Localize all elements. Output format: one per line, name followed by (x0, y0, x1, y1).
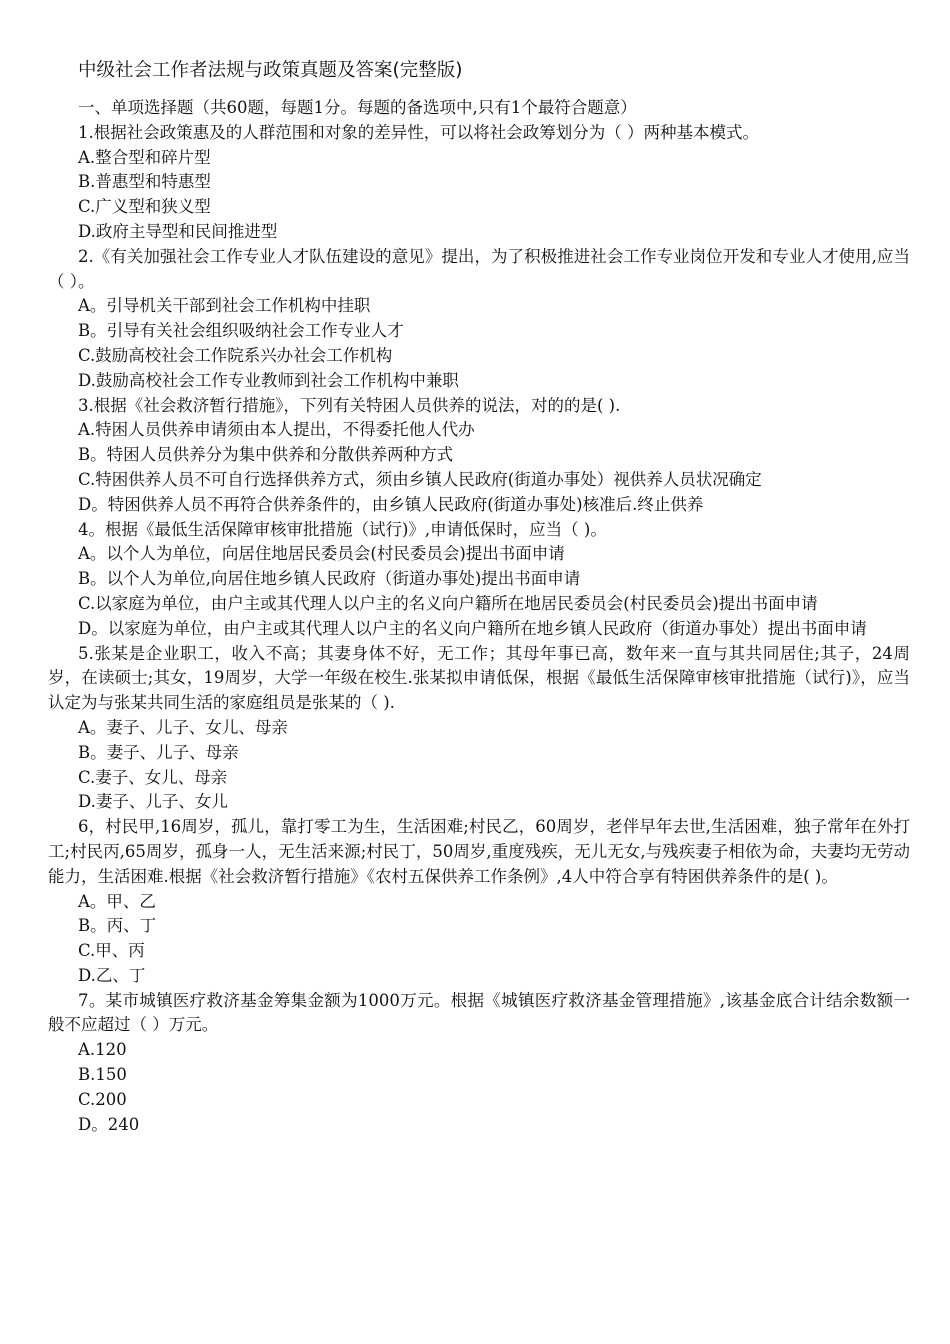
option-d: D。特困供养人员不再符合供养条件的，由乡镇人民政府(街道办事处)核准后.终止供养 (78, 494, 704, 514)
question-7 (48, 989, 910, 1138)
option-a: A.120 (78, 1040, 127, 1060)
document-title: 中级社会工作者法规与政策真题及答案(完整版) (78, 60, 463, 81)
question-stem: 4。根据《最低生活保障审核审批措施（试行)》,申请低保时，应当（ )。 (78, 519, 607, 539)
option-b: B.150 (78, 1065, 127, 1085)
option-a: A。以个人为单位，向居住地居民委员会(村民委员会)提出书面申请 (78, 544, 565, 564)
option-c: C.特困供养人员不可自行选择供养方式，须由乡镇人民政府(街道办事处）视供养人员状况确定 (78, 469, 762, 489)
question-stem: 7。某市城镇医疗救济基金筹集金额为1000万元。根据《城镇医疗救济基金管理措施》,该基金底合计结余数额一般不应超过（ ）万元。 (48, 990, 910, 1035)
option-b: B。丙、丁 (78, 916, 157, 936)
option-b: B.普惠型和特惠型 (78, 172, 211, 192)
question-3 (48, 394, 910, 518)
option-d: D。240 (78, 1114, 140, 1134)
question-stem: 3.根据《社会救济暂行措施》，下列有关特困人员供养的说法，对的的是( ). (78, 395, 621, 415)
option-d: D.政府主导型和民间推进型 (78, 221, 278, 241)
question-1 (48, 121, 910, 245)
section-heading: 一、单项选择题（共60题，每题1分。每题的备选项中,只有1个最符合题意） (78, 98, 637, 117)
question-5 (48, 642, 910, 816)
option-c: C.200 (78, 1089, 127, 1109)
question-stem: 5.张某是企业职工，收入不高；其妻身体不好，无工作；其母年事已高，数年来一直与其共同居住;其子，24周岁，在读硕士;其女，19周岁，大学一年级在校生.张某拟申请低保，根据《最低生活保障审核审批措施（试行)》，应当认定为与张某共同生活的家庭组员是张某的（ ). (48, 643, 910, 713)
option-a: A.特困人员供养申请须由本人提出，不得委托他人代办 (78, 420, 475, 440)
option-a: A。甲、乙 (78, 891, 156, 911)
document-page (48, 58, 910, 1137)
option-a: A.整合型和碎片型 (78, 147, 211, 167)
option-d: D.乙、丁 (78, 965, 146, 985)
question-stem: 6，村民甲,16周岁，孤儿，靠打零工为生，生活困难;村民乙，60周岁，老伴早年去世,生活困难，独子常年在外打工;村民丙,65周岁，孤身一人，无生活来源;村民丁，50周岁,重度残疾，无儿无女,与残疾妻子相依为命，夫妻均无劳动能力，生活困难.根据《社会救济暂行措施》《农村五保供养工作条例》,4人中符合享有特困供养条件的是( )。 (48, 817, 910, 886)
option-b: B。特困人员供养分为集中供养和分散供养两种方式 (78, 445, 454, 465)
option-c: C.妻子、女儿、母亲 (78, 767, 228, 787)
question-4 (48, 518, 910, 642)
option-d: D.鼓励高校社会工作专业教师到社会工作机构中兼职 (78, 370, 459, 390)
option-a: A。引导机关干部到社会工作机构中挂职 (78, 296, 371, 316)
question-stem: 1.根据社会政策惠及的人群范围和对象的差异性，可以将社会政筹划分为（ ）两种基本模式。 (78, 122, 759, 142)
option-a: A。妻子、儿子、女儿、母亲 (78, 717, 288, 737)
question-2 (48, 245, 910, 394)
option-b: B。妻子、儿子、母亲 (78, 742, 239, 762)
option-c: C.甲、丙 (78, 941, 145, 961)
question-stem: 2.《有关加强社会工作专业人才队伍建设的意见》提出，为了积极推进社会工作专业岗位开发和专业人才使用,应当（ ）。 (48, 246, 910, 291)
option-c: C.以家庭为单位，由户主或其代理人以户主的名义向户籍所在地居民委员会(村民委员会)提出书面申请 (78, 593, 818, 613)
option-b: B。以个人为单位,向居住地乡镇人民政府（街道办事处)提出书面申请 (78, 569, 581, 589)
option-d: D。以家庭为单位，由户主或其代理人以户主的名义向户籍所在地乡镇人民政府（街道办事处）提出书面申请 (78, 618, 867, 638)
option-d: D.妻子、儿子、女儿 (78, 792, 228, 812)
option-c: C.广义型和狭义型 (78, 197, 211, 217)
option-b: B。引导有关社会组织吸纳社会工作专业人才 (78, 321, 404, 341)
question-6 (48, 815, 910, 989)
option-c: C.鼓励高校社会工作院系兴办社会工作机构 (78, 345, 393, 365)
